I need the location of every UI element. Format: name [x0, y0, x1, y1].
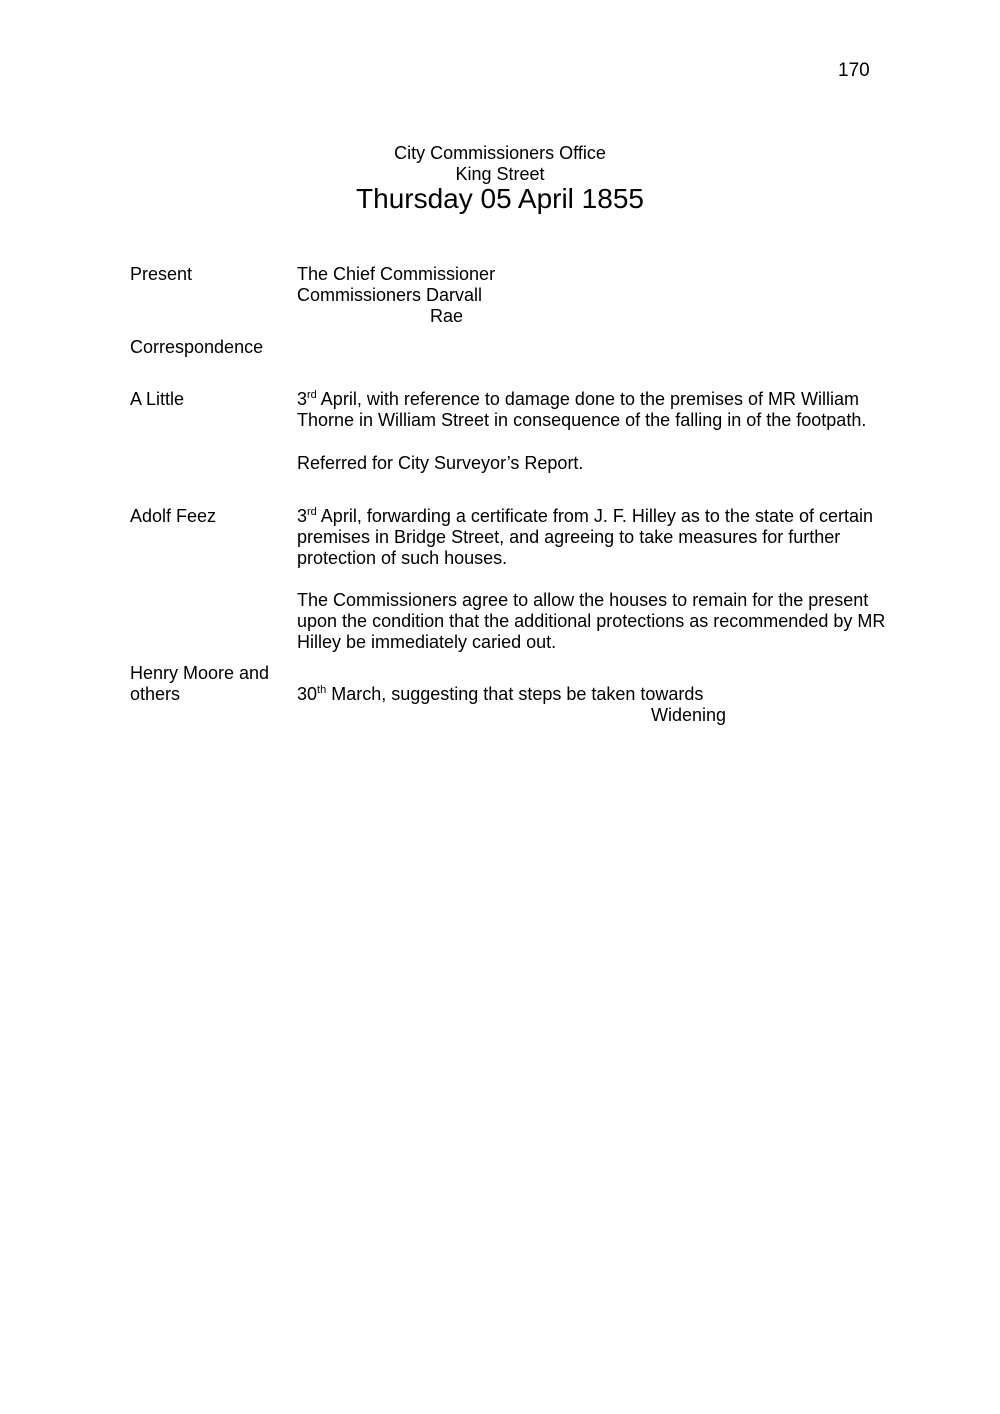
present-line-1: The Chief Commissioner	[297, 264, 496, 284]
entry-3-sender-line-1: Henry Moore and	[130, 663, 270, 683]
entry-2-resolution-line-1: The Commissioners agree to allow the houses to remain for the present	[297, 590, 869, 610]
entry-3-day: 30	[297, 684, 318, 704]
page-number: 170	[838, 60, 870, 81]
present-line-2: Commissioners Darvall	[297, 285, 483, 305]
entry-2-resolution-line-2: upon the condition that the additional protections as recommended by MR	[297, 611, 886, 631]
present-label: Present	[130, 264, 193, 284]
present-line-3: Rae	[430, 306, 464, 326]
entry-2-line-3: protection of such houses.	[297, 548, 508, 568]
entry-2-line-2: premises in Bridge Street, and agreeing to take measures for further	[297, 527, 841, 547]
entry-1-line-2: Thorne in William Street in consequence of the falling in of the footpath.	[297, 410, 867, 430]
entry-2-resolution-line-3: Hilley be immediately caried out.	[297, 632, 557, 652]
entry-2-day-suffix: rd	[307, 506, 317, 518]
entry-2-sender: Adolf Feez	[130, 506, 217, 526]
entry-3-sender-line-2: others	[130, 684, 181, 704]
entry-2-line-1-text: April, forwarding a certificate from J. F. Hilley as to the state of certain	[316, 506, 874, 526]
entry-1-line-1	[297, 389, 859, 410]
street-name: King Street	[455, 164, 545, 184]
meeting-date: Thursday 05 April 1855	[356, 183, 644, 214]
entry-1-resolution: Referred for City Surveyor’s Report.	[297, 453, 584, 473]
entry-1-day-suffix: rd	[307, 389, 317, 401]
entry-1-sender: A Little	[130, 389, 185, 409]
entry-1-line-1-text: April, with reference to damage done to the premises of MR William	[316, 389, 860, 409]
entry-1-day: 3	[297, 389, 308, 409]
entry-3-line-1-text: March, suggesting that steps be taken towards	[326, 684, 704, 704]
entry-3-day-suffix: th	[317, 684, 327, 696]
correspondence-heading: Correspondence	[130, 337, 264, 357]
office-name: City Commissioners Office	[394, 143, 606, 163]
catchword: Widening	[651, 705, 727, 725]
entry-3-line-1	[297, 684, 703, 705]
entry-2-day: 3	[297, 506, 308, 526]
entry-2-line-1	[297, 506, 873, 527]
